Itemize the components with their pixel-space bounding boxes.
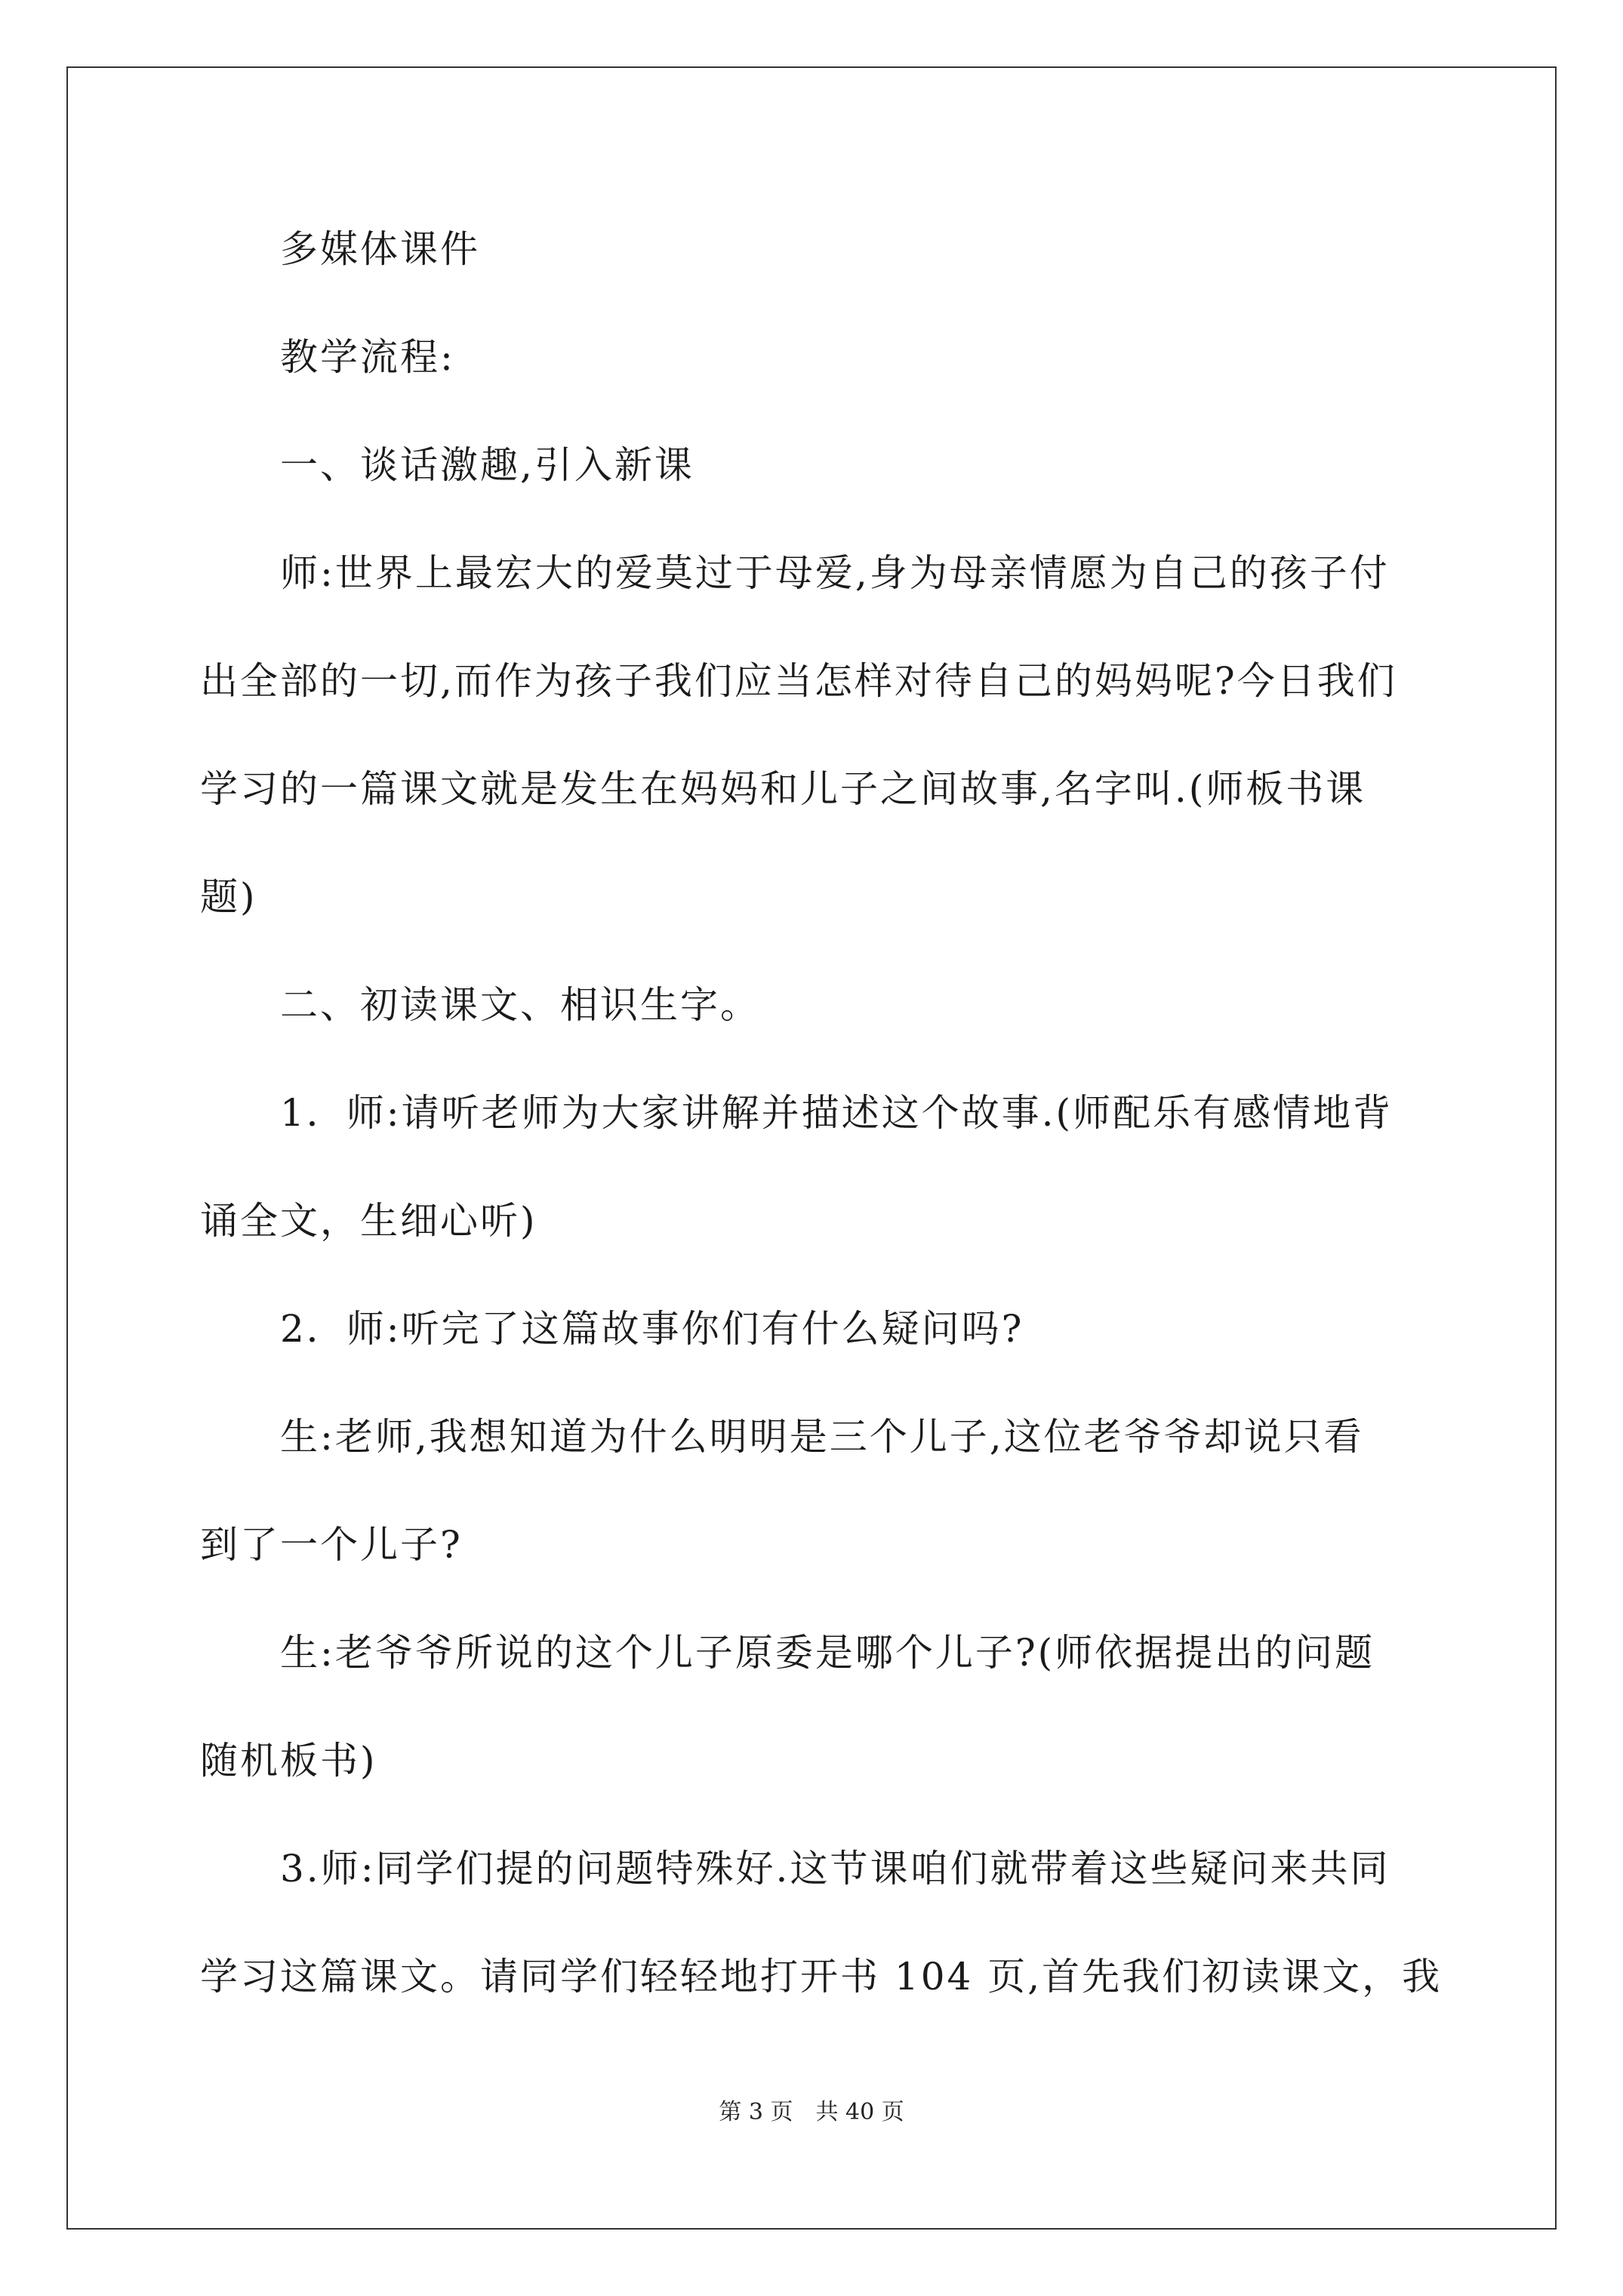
text-line: 出全部的一切,而作为孩子我们应当怎样对待自己的妈妈呢?今日我们 [200, 659, 1397, 703]
text-line: 二、初读课文、相识生字。 [200, 983, 760, 1027]
text-line: 1．师:请听老师为大家讲解并描述这个故事.(师配乐有感情地背 [200, 1091, 1394, 1135]
page-number: 第 3 页 共 40 页 [719, 2099, 904, 2125]
text-line: 学习这篇课文。请同学们轻轻地打开书 104 页,首先我们初读课文，我 [200, 1955, 1443, 1999]
text-line: 3.师:同学们提的问题特殊好.这节课咱们就带着这些疑问来共同 [200, 1847, 1390, 1891]
text-line: 生:老师,我想知道为什么明明是三个儿子,这位老爷爷却说只看 [200, 1415, 1364, 1459]
text-line: 一、谈话激趣,引入新课 [200, 443, 694, 487]
text-line: 随机板书) [200, 1739, 377, 1783]
text-line: 题) [200, 875, 257, 919]
text-line: 2．师:听完了这篇故事你们有什么疑问吗? [200, 1307, 1024, 1351]
text-line: 生:老爷爷所说的这个儿子原委是哪个儿子?(师依据提出的问题 [200, 1631, 1375, 1675]
text-line: 多媒体课件 [200, 227, 480, 271]
text-line: 到了一个儿子? [200, 1523, 463, 1567]
text-line: 教学流程: [200, 335, 455, 379]
page-frame [66, 66, 1557, 2230]
text-line: 师:世界上最宏大的爱莫过于母爱,身为母亲情愿为自己的孩子付 [200, 551, 1390, 595]
text-line: 诵全文，生细心听) [200, 1199, 537, 1243]
text-line: 学习的一篇课文就是发生在妈妈和儿子之间故事,名字叫.(师板书课 [200, 767, 1366, 811]
